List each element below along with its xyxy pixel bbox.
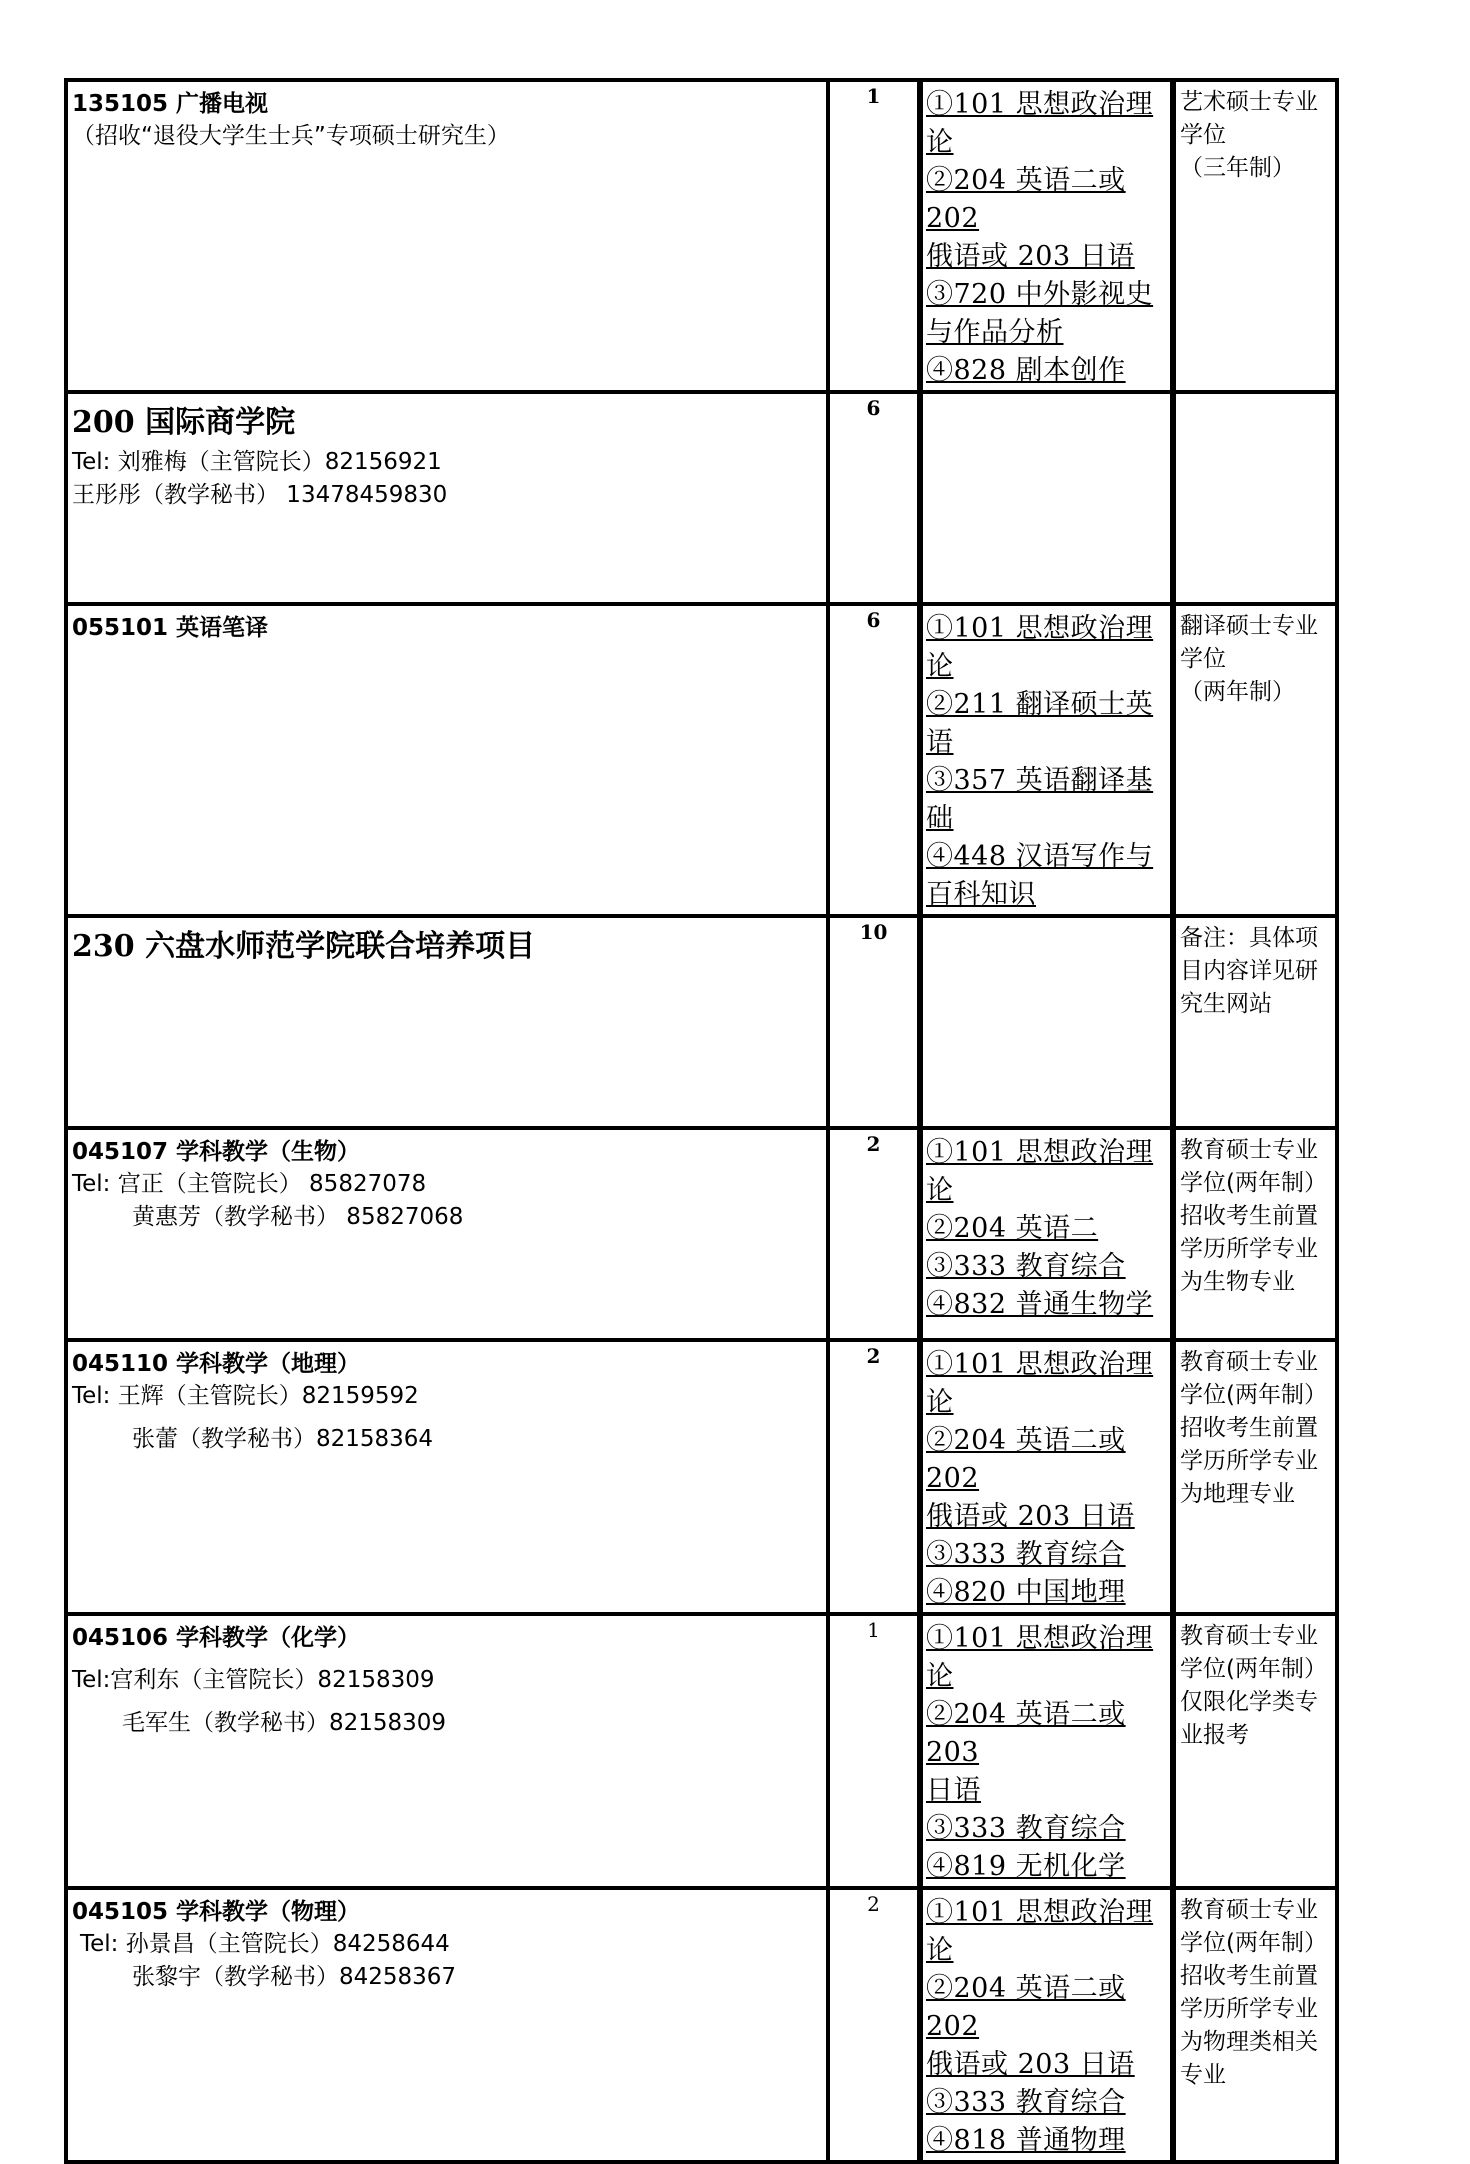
table-row	[66, 1614, 1337, 1888]
exam-subject-line[interactable]: 论	[926, 651, 954, 682]
note-cell	[1173, 80, 1337, 392]
exam-cell	[920, 1340, 1173, 1614]
exam-subject-line[interactable]: ②204 英语二	[926, 1213, 1099, 1244]
exam-subject-line[interactable]: 与作品分析	[926, 317, 1064, 348]
note-cell	[1173, 604, 1337, 916]
major-code: 045105	[72, 1899, 169, 1925]
note-line: 教育硕士专业	[1180, 1349, 1318, 1375]
exam-subject-line[interactable]: 俄语或 203 日语	[926, 241, 1135, 272]
contact-line: 毛军生（教学秘书）82158309	[122, 1710, 447, 1736]
enrollment-count: 2	[867, 1892, 880, 1916]
exam-subject-line[interactable]: ②204 英语二或 202	[926, 165, 1126, 234]
major-cell	[66, 1340, 828, 1614]
exam-subject-line[interactable]: ③333 教育综合	[926, 1251, 1126, 1282]
table-row	[66, 1340, 1337, 1614]
major-code: 135105	[72, 91, 169, 117]
exam-subject-line[interactable]: ③357 英语翻译基	[926, 765, 1154, 796]
enrollment-count: 1	[866, 84, 881, 108]
exam-subject-line[interactable]: ②204 英语二或 202	[926, 1973, 1126, 2042]
exam-cell	[920, 1128, 1173, 1340]
major-code: 055101	[72, 615, 169, 641]
enrollment-count: 1	[867, 1618, 880, 1642]
count-cell	[828, 1888, 920, 2162]
note-line: 招收考生前置	[1180, 1963, 1318, 1989]
major-cell	[66, 80, 828, 392]
note-line: 业报考	[1180, 1722, 1249, 1748]
exam-cell	[920, 916, 1173, 1128]
exam-subject-line[interactable]: 础	[926, 803, 954, 834]
major-name: 英语笔译	[176, 615, 269, 641]
exam-cell	[920, 604, 1173, 916]
enrollment-table	[64, 78, 1339, 2164]
table-row	[66, 1888, 1337, 2162]
exam-subject-line[interactable]: ①101 思想政治理	[926, 1137, 1154, 1168]
note-line: 学位	[1180, 122, 1226, 148]
note-line: 翻译硕士专业	[1180, 613, 1318, 639]
note-line: 教育硕士专业	[1180, 1623, 1318, 1649]
exam-subject-line[interactable]: ①101 思想政治理	[926, 89, 1154, 120]
note-cell	[1173, 1888, 1337, 2162]
count-cell	[828, 1340, 920, 1614]
major-cell	[66, 1128, 828, 1340]
major-name: 学科教学（生物）	[176, 1139, 361, 1165]
note-cell	[1173, 916, 1337, 1128]
enrollment-count: 2	[866, 1344, 881, 1368]
exam-subject-line[interactable]: 论	[926, 1661, 954, 1692]
table-row	[66, 392, 1337, 604]
contact-line: Tel:宫利东（主管院长）82158309	[72, 1667, 435, 1693]
note-line: 学历所学专业	[1180, 1236, 1318, 1262]
note-line: （两年制）	[1180, 679, 1295, 705]
count-cell	[828, 80, 920, 392]
note-line: 招收考生前置	[1180, 1415, 1318, 1441]
note-line: 学位(两年制）	[1180, 1930, 1327, 1956]
major-cell	[66, 604, 828, 916]
major-code: 045110	[72, 1351, 169, 1377]
major-cell	[66, 392, 828, 604]
note-line: （三年制）	[1180, 155, 1295, 181]
exam-subject-line[interactable]: ④828 剧本创作	[926, 355, 1126, 386]
note-line: 为地理专业	[1180, 1481, 1295, 1507]
note-cell	[1173, 392, 1337, 604]
table-row	[66, 80, 1337, 392]
note-line: 教育硕士专业	[1180, 1897, 1318, 1923]
note-line: 究生网站	[1180, 991, 1272, 1017]
note-cell	[1173, 1128, 1337, 1340]
note-line: 艺术硕士专业	[1180, 89, 1318, 115]
note-line: 为物理类相关	[1180, 2029, 1318, 2055]
exam-subject-line[interactable]: 论	[926, 1935, 954, 1966]
exam-subject-line[interactable]: ①101 思想政治理	[926, 613, 1154, 644]
exam-cell	[920, 1888, 1173, 2162]
exam-subject-line[interactable]: ①101 思想政治理	[926, 1349, 1154, 1380]
note-line: 学位(两年制）	[1180, 1382, 1327, 1408]
exam-subject-line[interactable]: ③333 教育综合	[926, 1813, 1126, 1844]
exam-cell	[920, 1614, 1173, 1888]
enrollment-count: 2	[866, 1132, 881, 1156]
major-cell	[66, 1614, 828, 1888]
exam-subject-line[interactable]: 日语	[926, 1775, 981, 1806]
count-cell	[828, 1614, 920, 1888]
note-line: 为生物专业	[1180, 1269, 1295, 1295]
exam-subject-line[interactable]: ③720 中外影视史	[926, 279, 1154, 310]
exam-cell	[920, 80, 1173, 392]
exam-subject-line[interactable]: ③333 教育综合	[926, 2087, 1126, 2118]
major-name: 学科教学（物理）	[176, 1899, 361, 1925]
exam-subject-line[interactable]: ②204 英语二或 202	[926, 1425, 1126, 1494]
enrollment-count: 6	[866, 608, 881, 632]
contact-line: Tel: 王辉（主管院长）82159592	[72, 1383, 419, 1409]
count-cell	[828, 1128, 920, 1340]
contact-line: Tel: 宫正（主管院长） 85827078	[72, 1171, 427, 1197]
major-code: 045106	[72, 1625, 169, 1651]
exam-subject-line[interactable]: 论	[926, 127, 954, 158]
exam-subject-line[interactable]: ②211 翻译硕士英	[926, 689, 1154, 720]
contact-line: Tel: 刘雅梅（主管院长）82156921	[72, 449, 442, 475]
exam-subject-line[interactable]: ②204 英语二或 203	[926, 1699, 1126, 1768]
exam-subject-line[interactable]: ③333 教育综合	[926, 1539, 1126, 1570]
count-cell	[828, 916, 920, 1128]
exam-subject-line[interactable]: 俄语或 203 日语	[926, 2049, 1135, 2080]
count-cell	[828, 604, 920, 916]
major-code: 045107	[72, 1139, 169, 1165]
note-line: 目内容详见研	[1180, 958, 1318, 984]
note-line: 招收考生前置	[1180, 1203, 1318, 1229]
major-name: 学科教学（化学）	[176, 1625, 361, 1651]
exam-subject-line[interactable]: ①101 思想政治理	[926, 1623, 1154, 1654]
major-cell	[66, 916, 828, 1128]
table-row	[66, 916, 1337, 1128]
note-line: 仅限化学类专	[1180, 1689, 1318, 1715]
major-name: 广播电视	[176, 91, 269, 117]
count-cell	[828, 392, 920, 604]
note-line: 备注：具体项	[1180, 925, 1318, 951]
exam-subject-line[interactable]: ④820 中国地理	[926, 1577, 1126, 1608]
major-subtitle: （招收“退役大学生士兵”专项硕士研究生）	[72, 123, 510, 149]
note-line: 学位(两年制）	[1180, 1170, 1327, 1196]
major-cell	[66, 1888, 828, 2162]
contact-line: 黄惠芳（教学秘书） 85827068	[132, 1204, 464, 1230]
note-line: 教育硕士专业	[1180, 1137, 1318, 1163]
enrollment-count: 10	[859, 920, 888, 944]
contact-line: 张黎宇（教学秘书）84258367	[132, 1964, 457, 1990]
note-line: 学位(两年制）	[1180, 1656, 1327, 1682]
table-row	[66, 604, 1337, 916]
table-row	[66, 1128, 1337, 1340]
exam-subject-line[interactable]: 论	[926, 1387, 954, 1418]
contact-line: 张蕾（教学秘书）82158364	[132, 1426, 434, 1452]
exam-subject-line[interactable]: 语	[926, 727, 954, 758]
college-title: 200 国际商学院	[72, 405, 296, 440]
note-line: 专业	[1180, 2062, 1226, 2088]
note-cell	[1173, 1340, 1337, 1614]
enrollment-count: 6	[866, 396, 881, 420]
exam-subject-line[interactable]: ④819 无机化学	[926, 1851, 1126, 1882]
exam-cell	[920, 392, 1173, 604]
note-line: 学位	[1180, 646, 1226, 672]
exam-subject-line[interactable]: 百科知识	[926, 879, 1036, 910]
exam-subject-line[interactable]: ④818 普通物理	[926, 2125, 1126, 2156]
exam-subject-line[interactable]: 论	[926, 1175, 954, 1206]
note-line: 学历所学专业	[1180, 1448, 1318, 1474]
project-title: 230 六盘水师范学院联合培养项目	[72, 929, 536, 964]
note-line: 学历所学专业	[1180, 1996, 1318, 2022]
major-name: 学科教学（地理）	[176, 1351, 361, 1377]
exam-subject-line[interactable]: 俄语或 203 日语	[926, 1501, 1135, 1532]
exam-subject-line[interactable]: ④832 普通生物学	[926, 1289, 1154, 1320]
exam-subject-line[interactable]: ①101 思想政治理	[926, 1897, 1154, 1928]
exam-subject-line[interactable]: ④448 汉语写作与	[926, 841, 1154, 872]
contact-line: 王彤彤（教学秘书） 13478459830	[72, 482, 448, 508]
contact-line: Tel: 孙景昌（主管院长）84258644	[80, 1931, 450, 1957]
note-cell	[1173, 1614, 1337, 1888]
